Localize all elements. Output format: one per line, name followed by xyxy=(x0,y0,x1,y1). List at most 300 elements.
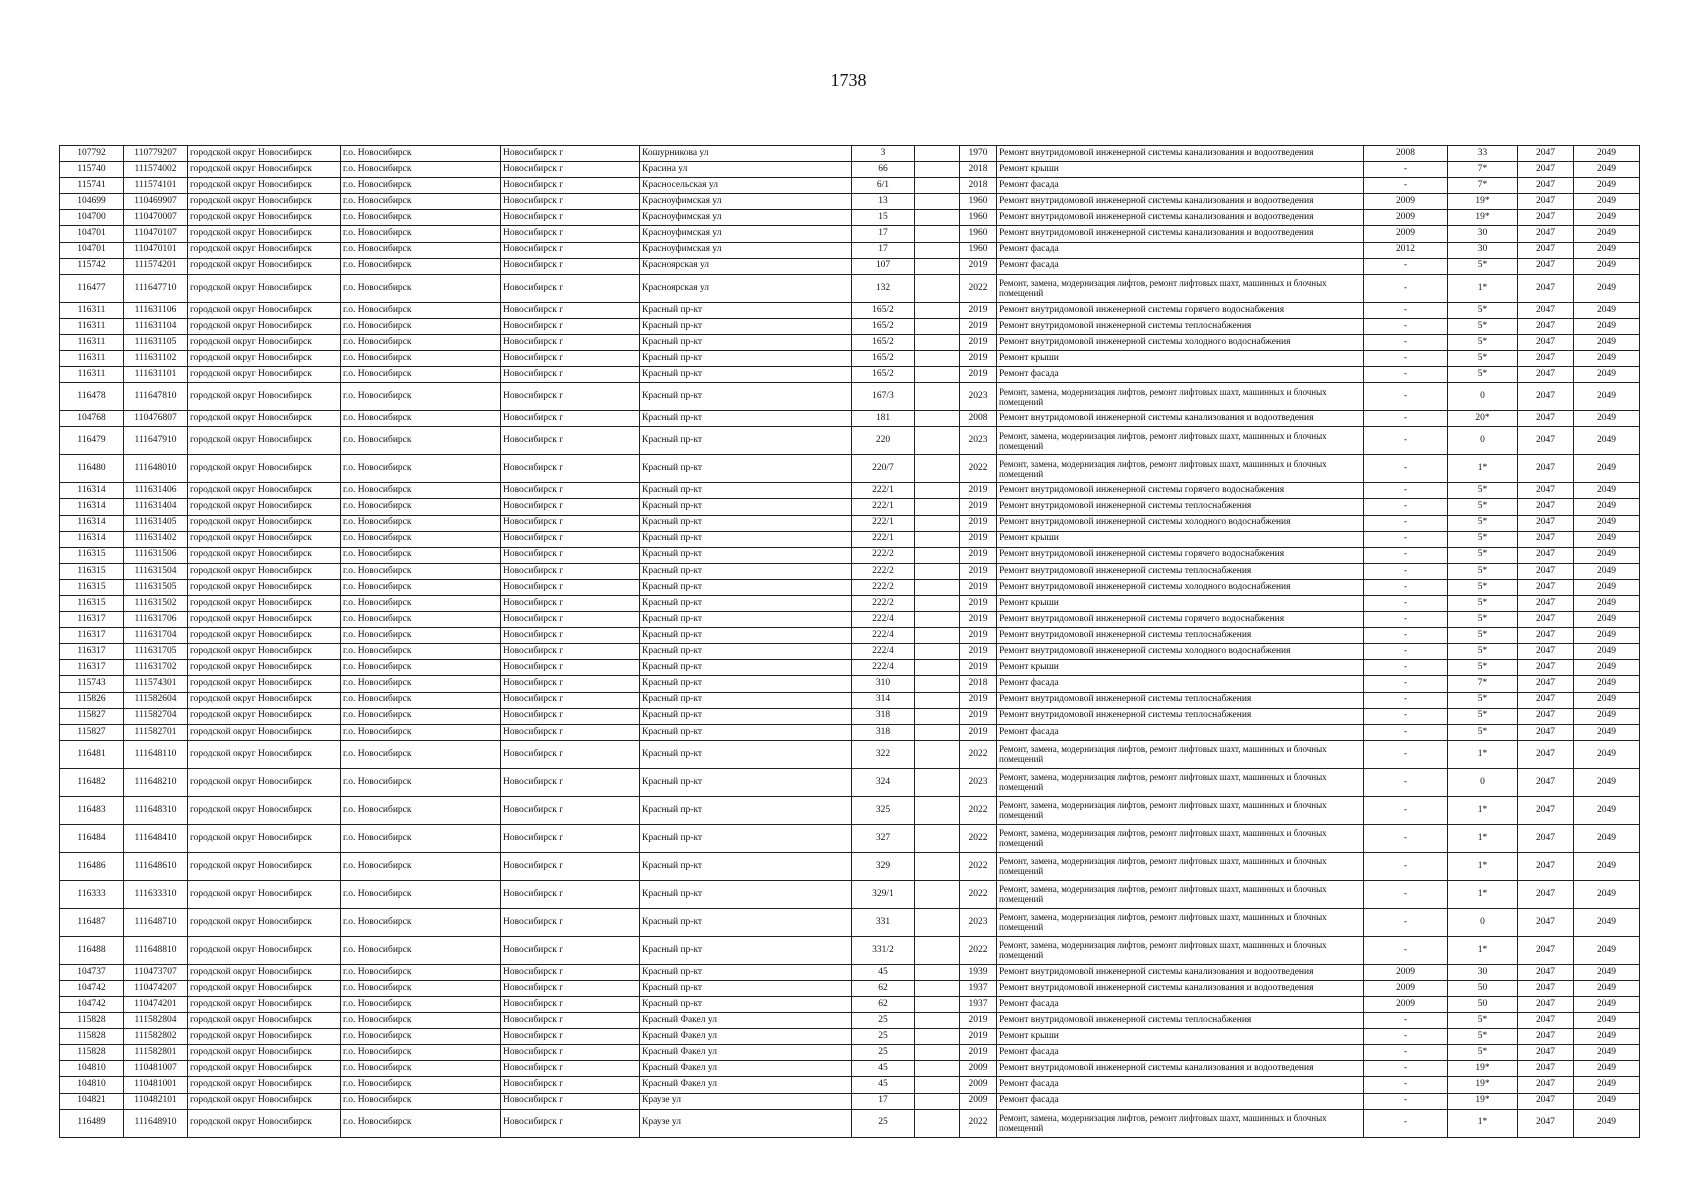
cell-municipality: г.о. Новосибирск xyxy=(341,908,501,936)
cell-municipality: г.о. Новосибирск xyxy=(341,676,501,692)
cell-municipality: г.о. Новосибирск xyxy=(341,383,501,411)
cell-id: 104821 xyxy=(60,1093,124,1109)
cell-last-repair: - xyxy=(1364,383,1448,411)
cell-period-start: 2047 xyxy=(1518,612,1574,628)
cell-street: Красноуфимская ул xyxy=(640,194,852,210)
cell-year: 2023 xyxy=(960,427,997,455)
cell-municipality: г.о. Новосибирск xyxy=(341,351,501,367)
cell-period-start: 2047 xyxy=(1518,210,1574,226)
cell-city: Новосибирск г xyxy=(501,274,640,302)
cell-period-end: 2049 xyxy=(1574,628,1640,644)
cell-year: 2019 xyxy=(960,1029,997,1045)
cell-house: 25 xyxy=(852,1029,915,1045)
cell-district: городской округ Новосибирск xyxy=(188,427,341,455)
cell-code: 111648610 xyxy=(124,852,188,880)
cell-period-end: 2049 xyxy=(1574,612,1640,628)
cell-last-repair: - xyxy=(1364,499,1448,515)
cell-house: 13 xyxy=(852,194,915,210)
cell-street: Красный пр-кт xyxy=(640,411,852,427)
cell-house: 329 xyxy=(852,852,915,880)
cell-letter xyxy=(915,1109,960,1137)
cell-city: Новосибирск г xyxy=(501,411,640,427)
cell-district: городской округ Новосибирск xyxy=(188,499,341,515)
cell-wear: 19* xyxy=(1448,210,1518,226)
cell-letter xyxy=(915,531,960,547)
cell-period-end: 2049 xyxy=(1574,162,1640,178)
table-row xyxy=(60,1029,1640,1045)
cell-last-repair: - xyxy=(1364,724,1448,740)
cell-period-end: 2049 xyxy=(1574,383,1640,411)
cell-year: 2019 xyxy=(960,318,997,334)
cell-year: 2022 xyxy=(960,740,997,768)
cell-house: 45 xyxy=(852,964,915,980)
cell-letter xyxy=(915,1077,960,1093)
cell-id: 104742 xyxy=(60,997,124,1013)
cell-wear: 5* xyxy=(1448,367,1518,383)
cell-year: 2019 xyxy=(960,724,997,740)
table-row xyxy=(60,676,1640,692)
table-row xyxy=(60,383,1640,411)
cell-municipality: г.о. Новосибирск xyxy=(341,692,501,708)
cell-house: 325 xyxy=(852,796,915,824)
cell-district: городской округ Новосибирск xyxy=(188,274,341,302)
cell-street: Красный пр-кт xyxy=(640,531,852,547)
cell-last-repair: - xyxy=(1364,852,1448,880)
cell-wear: 5* xyxy=(1448,318,1518,334)
cell-period-start: 2047 xyxy=(1518,242,1574,258)
cell-code: 111631705 xyxy=(124,644,188,660)
cell-work-type: Ремонт фасада xyxy=(997,1093,1364,1109)
cell-city: Новосибирск г xyxy=(501,162,640,178)
cell-district: городской округ Новосибирск xyxy=(188,210,341,226)
cell-id: 116481 xyxy=(60,740,124,768)
cell-street: Красный пр-кт xyxy=(640,351,852,367)
cell-house: 222/2 xyxy=(852,563,915,579)
cell-house: 45 xyxy=(852,1077,915,1093)
table-row xyxy=(60,242,1640,258)
cell-municipality: г.о. Новосибирск xyxy=(341,740,501,768)
cell-year: 1937 xyxy=(960,980,997,996)
cell-house: 165/2 xyxy=(852,367,915,383)
cell-municipality: г.о. Новосибирск xyxy=(341,660,501,676)
cell-street: Красный пр-кт xyxy=(640,499,852,515)
cell-work-type: Ремонт, замена, модернизация лифтов, ремонт лифтовых шахт, машинных и блочных помещений xyxy=(997,880,1364,908)
cell-street: Краузе ул xyxy=(640,1109,852,1137)
cell-letter xyxy=(915,796,960,824)
cell-municipality: г.о. Новосибирск xyxy=(341,411,501,427)
cell-last-repair: - xyxy=(1364,483,1448,499)
cell-city: Новосибирск г xyxy=(501,936,640,964)
cell-letter xyxy=(915,411,960,427)
table-row xyxy=(60,455,1640,483)
table-row xyxy=(60,531,1640,547)
cell-work-type: Ремонт фасада xyxy=(997,1045,1364,1061)
cell-street: Красный пр-кт xyxy=(640,964,852,980)
cell-municipality: г.о. Новосибирск xyxy=(341,824,501,852)
cell-last-repair: - xyxy=(1364,1013,1448,1029)
cell-city: Новосибирск г xyxy=(501,1061,640,1077)
cell-period-start: 2047 xyxy=(1518,796,1574,824)
cell-house: 181 xyxy=(852,411,915,427)
cell-code: 111631102 xyxy=(124,351,188,367)
cell-wear: 5* xyxy=(1448,499,1518,515)
cell-id: 116488 xyxy=(60,936,124,964)
cell-city: Новосибирск г xyxy=(501,1109,640,1137)
cell-id: 104737 xyxy=(60,964,124,980)
cell-municipality: г.о. Новосибирск xyxy=(341,210,501,226)
cell-street: Красный Факел ул xyxy=(640,1029,852,1045)
cell-code: 111582604 xyxy=(124,692,188,708)
cell-period-end: 2049 xyxy=(1574,1061,1640,1077)
cell-letter xyxy=(915,1045,960,1061)
cell-id: 115826 xyxy=(60,692,124,708)
cell-district: городской округ Новосибирск xyxy=(188,595,341,611)
cell-municipality: г.о. Новосибирск xyxy=(341,531,501,547)
cell-district: городской округ Новосибирск xyxy=(188,980,341,996)
table-row xyxy=(60,162,1640,178)
cell-street: Красный Факел ул xyxy=(640,1077,852,1093)
cell-id: 115828 xyxy=(60,1045,124,1061)
cell-district: городской округ Новосибирск xyxy=(188,768,341,796)
cell-id: 116487 xyxy=(60,908,124,936)
cell-period-start: 2047 xyxy=(1518,595,1574,611)
cell-municipality: г.о. Новосибирск xyxy=(341,997,501,1013)
cell-last-repair: - xyxy=(1364,768,1448,796)
cell-period-start: 2047 xyxy=(1518,334,1574,350)
cell-city: Новосибирск г xyxy=(501,515,640,531)
table-row xyxy=(60,334,1640,350)
cell-code: 111631704 xyxy=(124,628,188,644)
cell-municipality: г.о. Новосибирск xyxy=(341,427,501,455)
cell-house: 165/2 xyxy=(852,351,915,367)
table-row xyxy=(60,146,1640,162)
cell-wear: 0 xyxy=(1448,427,1518,455)
cell-letter xyxy=(915,351,960,367)
cell-district: городской округ Новосибирск xyxy=(188,1093,341,1109)
cell-year: 2019 xyxy=(960,483,997,499)
cell-work-type: Ремонт внутридомовой инженерной системы холодного водоснабжения xyxy=(997,515,1364,531)
cell-code: 111648410 xyxy=(124,824,188,852)
cell-year: 2019 xyxy=(960,644,997,660)
cell-district: городской округ Новосибирск xyxy=(188,612,341,628)
cell-street: Красный пр-кт xyxy=(640,318,852,334)
cell-period-start: 2047 xyxy=(1518,427,1574,455)
cell-period-start: 2047 xyxy=(1518,483,1574,499)
cell-code: 111631101 xyxy=(124,367,188,383)
cell-municipality: г.о. Новосибирск xyxy=(341,724,501,740)
cell-year: 2019 xyxy=(960,258,997,274)
cell-wear: 1* xyxy=(1448,796,1518,824)
cell-house: 15 xyxy=(852,210,915,226)
cell-wear: 5* xyxy=(1448,258,1518,274)
cell-district: городской округ Новосибирск xyxy=(188,708,341,724)
table-row xyxy=(60,796,1640,824)
cell-district: городской округ Новосибирск xyxy=(188,547,341,563)
cell-district: городской округ Новосибирск xyxy=(188,194,341,210)
cell-wear: 5* xyxy=(1448,612,1518,628)
cell-period-start: 2047 xyxy=(1518,146,1574,162)
cell-street: Красноуфимская ул xyxy=(640,242,852,258)
cell-period-start: 2047 xyxy=(1518,880,1574,908)
cell-house: 222/4 xyxy=(852,628,915,644)
cell-id: 116315 xyxy=(60,579,124,595)
table-row xyxy=(60,724,1640,740)
cell-municipality: г.о. Новосибирск xyxy=(341,194,501,210)
cell-wear: 5* xyxy=(1448,1029,1518,1045)
cell-id: 116315 xyxy=(60,563,124,579)
cell-wear: 5* xyxy=(1448,595,1518,611)
cell-year: 2019 xyxy=(960,579,997,595)
cell-id: 115740 xyxy=(60,162,124,178)
cell-street: Красный пр-кт xyxy=(640,427,852,455)
cell-id: 116484 xyxy=(60,824,124,852)
cell-house: 222/1 xyxy=(852,483,915,499)
cell-city: Новосибирск г xyxy=(501,880,640,908)
cell-year: 2018 xyxy=(960,162,997,178)
cell-house: 62 xyxy=(852,997,915,1013)
cell-period-end: 2049 xyxy=(1574,908,1640,936)
cell-code: 111582804 xyxy=(124,1013,188,1029)
cell-city: Новосибирск г xyxy=(501,908,640,936)
table-row xyxy=(60,880,1640,908)
cell-period-end: 2049 xyxy=(1574,880,1640,908)
cell-period-end: 2049 xyxy=(1574,515,1640,531)
cell-id: 104742 xyxy=(60,980,124,996)
cell-wear: 5* xyxy=(1448,579,1518,595)
cell-period-end: 2049 xyxy=(1574,483,1640,499)
cell-year: 2018 xyxy=(960,676,997,692)
cell-letter xyxy=(915,644,960,660)
cell-wear: 19* xyxy=(1448,194,1518,210)
cell-municipality: г.о. Новосибирск xyxy=(341,708,501,724)
cell-id: 115743 xyxy=(60,676,124,692)
cell-work-type: Ремонт, замена, модернизация лифтов, ремонт лифтовых шахт, машинных и блочных помещений xyxy=(997,740,1364,768)
cell-city: Новосибирск г xyxy=(501,455,640,483)
cell-period-start: 2047 xyxy=(1518,162,1574,178)
cell-work-type: Ремонт, замена, модернизация лифтов, ремонт лифтовых шахт, машинных и блочных помещений xyxy=(997,427,1364,455)
cell-id: 116315 xyxy=(60,595,124,611)
cell-work-type: Ремонт внутридомовой инженерной системы горячего водоснабжения xyxy=(997,612,1364,628)
cell-city: Новосибирск г xyxy=(501,499,640,515)
cell-period-end: 2049 xyxy=(1574,351,1640,367)
page-number: 1738 xyxy=(830,70,867,90)
cell-district: городской округ Новосибирск xyxy=(188,936,341,964)
cell-last-repair: - xyxy=(1364,824,1448,852)
cell-year: 2018 xyxy=(960,178,997,194)
cell-house: 222/2 xyxy=(852,595,915,611)
cell-city: Новосибирск г xyxy=(501,579,640,595)
cell-code: 111574002 xyxy=(124,162,188,178)
table-row xyxy=(60,178,1640,194)
cell-code: 111648210 xyxy=(124,768,188,796)
cell-id: 104701 xyxy=(60,242,124,258)
cell-district: городской округ Новосибирск xyxy=(188,146,341,162)
cell-code: 111582701 xyxy=(124,724,188,740)
cell-last-repair: - xyxy=(1364,427,1448,455)
table-row xyxy=(60,908,1640,936)
cell-house: 62 xyxy=(852,980,915,996)
cell-city: Новосибирск г xyxy=(501,628,640,644)
table-row xyxy=(60,258,1640,274)
cell-wear: 0 xyxy=(1448,383,1518,411)
cell-letter xyxy=(915,318,960,334)
cell-city: Новосибирск г xyxy=(501,1013,640,1029)
cell-code: 111631405 xyxy=(124,515,188,531)
cell-id: 116311 xyxy=(60,302,124,318)
cell-period-start: 2047 xyxy=(1518,1061,1574,1077)
cell-code: 110481001 xyxy=(124,1077,188,1093)
table-row xyxy=(60,1061,1640,1077)
cell-work-type: Ремонт внутридомовой инженерной системы канализования и водоотведения xyxy=(997,964,1364,980)
table-row xyxy=(60,660,1640,676)
table-row xyxy=(60,483,1640,499)
cell-work-type: Ремонт, замена, модернизация лифтов, ремонт лифтовых шахт, машинных и блочных помещений xyxy=(997,852,1364,880)
cell-letter xyxy=(915,1093,960,1109)
table-row xyxy=(60,515,1640,531)
cell-year: 2019 xyxy=(960,595,997,611)
cell-code: 111648110 xyxy=(124,740,188,768)
cell-period-start: 2047 xyxy=(1518,824,1574,852)
cell-wear: 50 xyxy=(1448,997,1518,1013)
cell-district: городской округ Новосибирск xyxy=(188,563,341,579)
cell-city: Новосибирск г xyxy=(501,768,640,796)
cell-wear: 5* xyxy=(1448,660,1518,676)
cell-period-end: 2049 xyxy=(1574,427,1640,455)
cell-city: Новосибирск г xyxy=(501,146,640,162)
cell-period-start: 2047 xyxy=(1518,1045,1574,1061)
cell-id: 115827 xyxy=(60,724,124,740)
cell-last-repair: - xyxy=(1364,178,1448,194)
table-row xyxy=(60,367,1640,383)
cell-code: 110779207 xyxy=(124,146,188,162)
cell-letter xyxy=(915,515,960,531)
cell-wear: 1* xyxy=(1448,455,1518,483)
cell-wear: 19* xyxy=(1448,1093,1518,1109)
cell-period-end: 2049 xyxy=(1574,852,1640,880)
cell-district: городской округ Новосибирск xyxy=(188,692,341,708)
cell-wear: 5* xyxy=(1448,708,1518,724)
cell-house: 322 xyxy=(852,740,915,768)
cell-house: 220/7 xyxy=(852,455,915,483)
cell-street: Красный пр-кт xyxy=(640,660,852,676)
cell-work-type: Ремонт внутридомовой инженерной системы горячего водоснабжения xyxy=(997,483,1364,499)
cell-house: 107 xyxy=(852,258,915,274)
cell-code: 111647910 xyxy=(124,427,188,455)
cell-year: 2009 xyxy=(960,1093,997,1109)
cell-house: 314 xyxy=(852,692,915,708)
cell-period-start: 2047 xyxy=(1518,531,1574,547)
cell-city: Новосибирск г xyxy=(501,383,640,411)
cell-code: 111574201 xyxy=(124,258,188,274)
cell-letter xyxy=(915,547,960,563)
cell-period-start: 2047 xyxy=(1518,964,1574,980)
cell-wear: 5* xyxy=(1448,692,1518,708)
cell-municipality: г.о. Новосибирск xyxy=(341,628,501,644)
cell-code: 111631105 xyxy=(124,334,188,350)
cell-id: 116478 xyxy=(60,383,124,411)
cell-city: Новосибирск г xyxy=(501,547,640,563)
cell-city: Новосибирск г xyxy=(501,334,640,350)
cell-street: Красный пр-кт xyxy=(640,908,852,936)
cell-city: Новосибирск г xyxy=(501,531,640,547)
cell-code: 111631505 xyxy=(124,579,188,595)
cell-code: 111648710 xyxy=(124,908,188,936)
table-row xyxy=(60,644,1640,660)
cell-municipality: г.о. Новосибирск xyxy=(341,579,501,595)
cell-municipality: г.о. Новосибирск xyxy=(341,1093,501,1109)
cell-year: 1960 xyxy=(960,194,997,210)
cell-city: Новосибирск г xyxy=(501,852,640,880)
cell-id: 115828 xyxy=(60,1013,124,1029)
cell-house: 17 xyxy=(852,1093,915,1109)
cell-code: 111631406 xyxy=(124,483,188,499)
cell-last-repair: 2009 xyxy=(1364,226,1448,242)
cell-street: Красноярская ул xyxy=(640,274,852,302)
cell-period-end: 2049 xyxy=(1574,936,1640,964)
cell-house: 25 xyxy=(852,1013,915,1029)
cell-municipality: г.о. Новосибирск xyxy=(341,1029,501,1045)
table-row xyxy=(60,852,1640,880)
cell-period-end: 2049 xyxy=(1574,178,1640,194)
table-row xyxy=(60,1013,1640,1029)
cell-street: Красный пр-кт xyxy=(640,724,852,740)
cell-period-start: 2047 xyxy=(1518,997,1574,1013)
cell-period-start: 2047 xyxy=(1518,274,1574,302)
cell-work-type: Ремонт, замена, модернизация лифтов, ремонт лифтовых шахт, машинных и блочных помещений xyxy=(997,908,1364,936)
cell-street: Красный пр-кт xyxy=(640,383,852,411)
cell-last-repair: 2008 xyxy=(1364,146,1448,162)
cell-street: Красноуфимская ул xyxy=(640,210,852,226)
cell-house: 222/4 xyxy=(852,644,915,660)
cell-work-type: Ремонт фасада xyxy=(997,724,1364,740)
cell-wear: 5* xyxy=(1448,1045,1518,1061)
cell-street: Красный пр-кт xyxy=(640,692,852,708)
cell-work-type: Ремонт внутридомовой инженерной системы канализования и водоотведения xyxy=(997,146,1364,162)
cell-wear: 5* xyxy=(1448,483,1518,499)
cell-id: 116317 xyxy=(60,660,124,676)
cell-municipality: г.о. Новосибирск xyxy=(341,258,501,274)
cell-year: 2023 xyxy=(960,383,997,411)
cell-code: 110474207 xyxy=(124,980,188,996)
cell-street: Красный пр-кт xyxy=(640,367,852,383)
cell-wear: 5* xyxy=(1448,334,1518,350)
cell-district: городской округ Новосибирск xyxy=(188,1077,341,1093)
cell-id: 116477 xyxy=(60,274,124,302)
cell-city: Новосибирск г xyxy=(501,563,640,579)
cell-code: 111647810 xyxy=(124,383,188,411)
cell-district: городской округ Новосибирск xyxy=(188,660,341,676)
cell-id: 116314 xyxy=(60,483,124,499)
cell-street: Красный пр-кт xyxy=(640,612,852,628)
cell-year: 2019 xyxy=(960,302,997,318)
cell-work-type: Ремонт внутридомовой инженерной системы горячего водоснабжения xyxy=(997,302,1364,318)
cell-district: городской округ Новосибирск xyxy=(188,455,341,483)
cell-wear: 5* xyxy=(1448,547,1518,563)
cell-period-start: 2047 xyxy=(1518,1093,1574,1109)
cell-year: 1937 xyxy=(960,997,997,1013)
cell-house: 165/2 xyxy=(852,334,915,350)
table-row xyxy=(60,768,1640,796)
cell-period-end: 2049 xyxy=(1574,455,1640,483)
cell-street: Красный пр-кт xyxy=(640,579,852,595)
cell-city: Новосибирск г xyxy=(501,796,640,824)
cell-last-repair: - xyxy=(1364,708,1448,724)
cell-house: 165/2 xyxy=(852,302,915,318)
cell-letter xyxy=(915,964,960,980)
cell-street: Красноуфимская ул xyxy=(640,226,852,242)
cell-district: городской округ Новосибирск xyxy=(188,964,341,980)
cell-work-type: Ремонт внутридомовой инженерной системы теплоснабжения xyxy=(997,318,1364,334)
